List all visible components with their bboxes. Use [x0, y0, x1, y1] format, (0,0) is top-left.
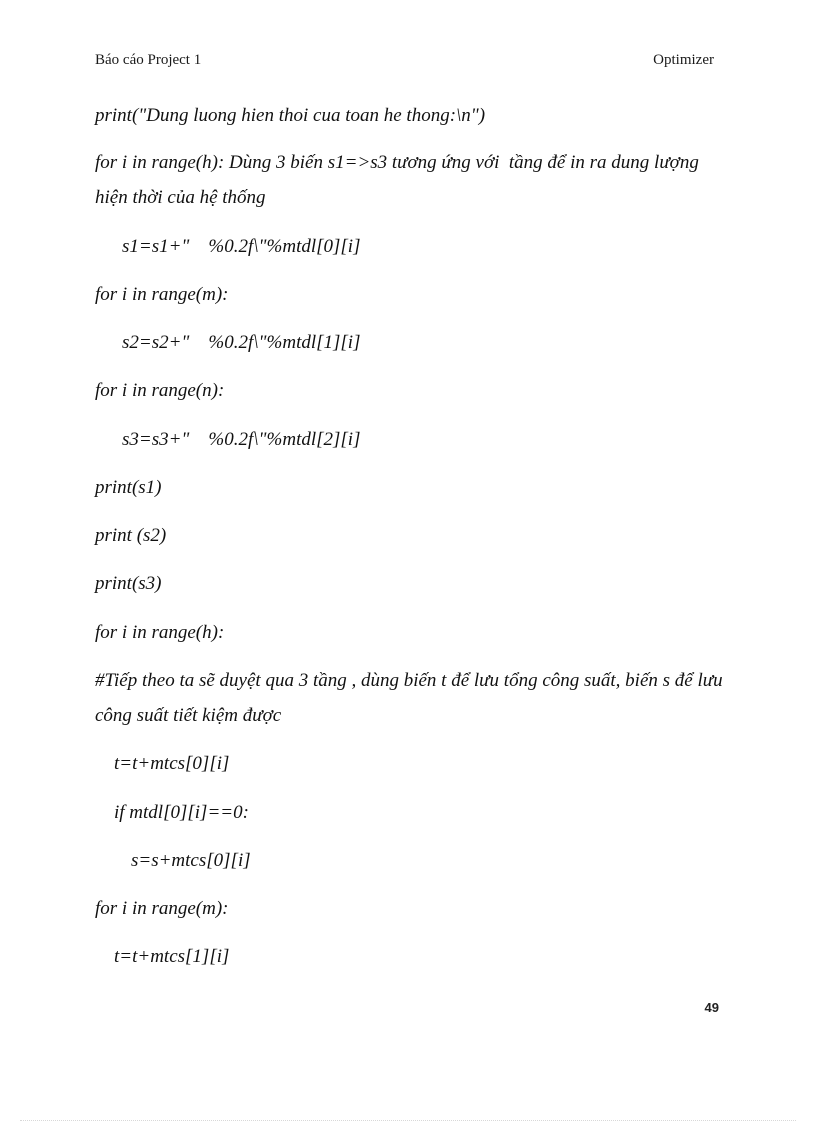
code-line: s2=s2+" %0.2f\"%mtdl[1][i] [122, 332, 361, 353]
code-line: hiện thời của hệ thống [95, 187, 266, 208]
header-title: Báo cáo Project 1 [95, 52, 202, 68]
code-line: print (s2) [95, 525, 167, 546]
code-line: for i in range(n): [95, 380, 225, 401]
comment-line: công suất tiết kiệm được [95, 705, 282, 726]
code-line: for i in range(m): [95, 898, 229, 919]
code-line: t=t+mtcs[1][i] [114, 946, 230, 967]
code-line: s1=s1+" %0.2f\"%mtdl[0][i] [122, 236, 361, 257]
comment-line: #Tiếp theo ta sẽ duyệt qua 3 tầng , dùng biến t để lưu tổng công suất, biến s để lưu [95, 670, 723, 691]
code-line: print(s3) [95, 573, 162, 594]
header-section: Optimizer [653, 52, 714, 68]
code-line: print("Dung luong hien thoi cua toan he thong:\n") [95, 105, 486, 126]
code-line: for i in range(h): Dùng 3 biến s1=>s3 tương ứng với tầng để in ra dung lượng [95, 152, 699, 173]
code-line: for i in range(m): [95, 284, 229, 305]
code-line: for i in range(h): [95, 622, 225, 643]
code-line: if mtdl[0][i]==0: [114, 802, 249, 823]
code-line: s3=s3+" %0.2f\"%mtdl[2][i] [122, 429, 361, 450]
page-bottom-rule [20, 1120, 796, 1121]
page-number: 49 [704, 1000, 719, 1015]
code-line: t=t+mtcs[0][i] [114, 753, 230, 774]
page-header [95, 52, 714, 74]
code-line: print(s1) [95, 477, 162, 498]
code-line: s=s+mtcs[0][i] [131, 850, 251, 871]
